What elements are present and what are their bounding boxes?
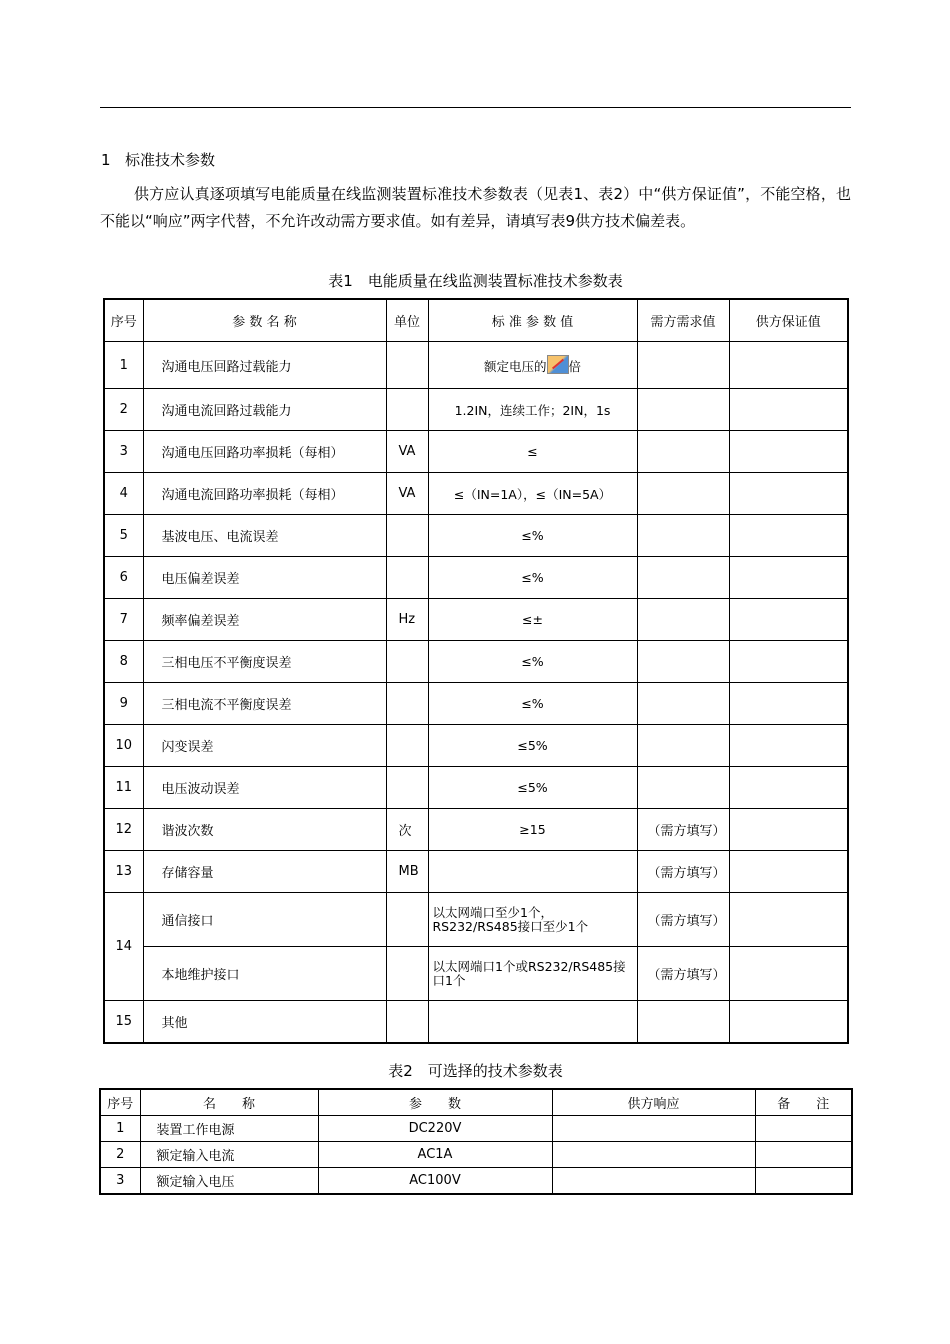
table-row (104, 893, 848, 947)
guarantee-input-cell[interactable] (729, 473, 848, 515)
guarantee-input-cell[interactable] (729, 342, 848, 389)
row-name: 沟通电流回路功率损耗（每相） (143, 473, 386, 515)
header-guar: 供方保证值 (729, 299, 848, 342)
row-std: 以太网端口1个或RS232/RS485接口1个 (428, 947, 637, 1001)
row-req: （需方填写） (637, 809, 729, 851)
guarantee-input-cell[interactable] (729, 599, 848, 641)
row-unit (386, 641, 428, 683)
header-idx: 序号 (100, 1089, 140, 1116)
header-rule (100, 107, 851, 108)
row-req (637, 342, 729, 389)
table-row (104, 1001, 848, 1044)
row-unit (386, 947, 428, 1001)
response-input-cell[interactable] (552, 1168, 755, 1195)
table-row (104, 851, 848, 893)
row-std: 1.2IN，连续工作；2IN，1s (428, 389, 637, 431)
row-req: （需方填写） (637, 851, 729, 893)
header-note: 备 注 (755, 1089, 852, 1116)
row-param: AC1A (318, 1142, 552, 1168)
table1-caption: 表1 电能质量在线监测装置标准技术参数表 (328, 272, 623, 290)
guarantee-input-cell[interactable] (729, 1001, 848, 1044)
row-std: ≤（IN=1A），≤（IN=5A） (428, 473, 637, 515)
table-row (104, 515, 848, 557)
standard-parameters-table (103, 298, 849, 1044)
table-row (100, 1168, 852, 1195)
row-name: 沟通电压回路功率损耗（每相） (143, 431, 386, 473)
row-unit: Hz (386, 599, 428, 641)
guarantee-input-cell[interactable] (729, 431, 848, 473)
row-idx: 1 (104, 342, 143, 389)
row-idx: 5 (104, 515, 143, 557)
instruction-paragraph: 供方应认真逐项填写电能质量在线监测装置标准技术参数表（见表1、表2）中“供方保证值”，不能空格，也不能以“响应”两字代替，不允许改动需方要求值。如有差异，请填写表9供方技术偏差表。 (100, 185, 851, 230)
guarantee-input-cell[interactable] (729, 725, 848, 767)
row-req (637, 515, 729, 557)
row-name: 电压波动误差 (143, 767, 386, 809)
guarantee-input-cell[interactable] (729, 947, 848, 1001)
table2-caption: 表2 可选择的技术参数表 (388, 1062, 563, 1080)
row-unit (386, 389, 428, 431)
table-row (104, 683, 848, 725)
row-idx: 3 (104, 431, 143, 473)
row-idx: 12 (104, 809, 143, 851)
row-std: ≤% (428, 641, 637, 683)
header-resp: 供方响应 (552, 1089, 755, 1116)
row-req (637, 683, 729, 725)
row-req (637, 557, 729, 599)
row-idx: 1 (100, 1116, 140, 1142)
table-row (104, 599, 848, 641)
row-unit (386, 342, 428, 389)
row-std: ≤5% (428, 725, 637, 767)
table-header-row (100, 1089, 852, 1116)
row-std: ≤% (428, 557, 637, 599)
guarantee-input-cell[interactable] (729, 851, 848, 893)
section-title: 标准技术参数 (125, 151, 216, 169)
row-std: ≥15 (428, 809, 637, 851)
row-name: 闪变误差 (143, 725, 386, 767)
table-row (104, 389, 848, 431)
row-req (637, 389, 729, 431)
row-std: ≤% (428, 683, 637, 725)
row-req (637, 599, 729, 641)
row-idx: 4 (104, 473, 143, 515)
note-input-cell[interactable] (755, 1168, 852, 1195)
table-row (104, 809, 848, 851)
row-name: 额定输入电压 (140, 1168, 318, 1195)
row-unit (386, 767, 428, 809)
note-input-cell[interactable] (755, 1142, 852, 1168)
guarantee-input-cell[interactable] (729, 389, 848, 431)
table-row (104, 947, 848, 1001)
row-idx: 9 (104, 683, 143, 725)
guarantee-input-cell[interactable] (729, 893, 848, 947)
table-header-row (104, 299, 848, 342)
row-std: ≤5% (428, 767, 637, 809)
table-row (100, 1116, 852, 1142)
row-req (637, 431, 729, 473)
row-unit (386, 893, 428, 947)
row-unit: VA (386, 431, 428, 473)
table-row (104, 557, 848, 599)
row-name: 额定输入电流 (140, 1142, 318, 1168)
section-heading (101, 150, 215, 170)
row-name: 装置工作电源 (140, 1116, 318, 1142)
row-idx: 3 (100, 1168, 140, 1195)
row-req (637, 725, 729, 767)
row-std: ≤ (428, 431, 637, 473)
row-unit (386, 557, 428, 599)
row-std (428, 1001, 637, 1044)
row-unit: VA (386, 473, 428, 515)
table-row (104, 767, 848, 809)
guarantee-input-cell[interactable] (729, 683, 848, 725)
row-unit (386, 1001, 428, 1044)
std-prefix: 额定电压的 (483, 359, 547, 374)
table-row (104, 431, 848, 473)
guarantee-input-cell[interactable] (729, 767, 848, 809)
row-req (637, 473, 729, 515)
table-row (104, 473, 848, 515)
guarantee-input-cell[interactable] (729, 641, 848, 683)
table-row (100, 1142, 852, 1168)
table-row (104, 725, 848, 767)
row-param: DC220V (318, 1116, 552, 1142)
row-name: 三相电压不平衡度误差 (143, 641, 386, 683)
row-idx: 6 (104, 557, 143, 599)
row-req (637, 1001, 729, 1044)
row-name: 频率偏差误差 (143, 599, 386, 641)
guarantee-input-cell[interactable] (729, 809, 848, 851)
row-req: （需方填写） (637, 893, 729, 947)
row-idx: 2 (104, 389, 143, 431)
row-unit: MB (386, 851, 428, 893)
row-idx: 7 (104, 599, 143, 641)
optional-parameters-table (99, 1088, 853, 1195)
section-number: 1 (101, 151, 111, 169)
table-row (104, 641, 848, 683)
row-req (637, 767, 729, 809)
row-std: ≤% (428, 515, 637, 557)
header-unit: 单位 (386, 299, 428, 342)
row-idx: 8 (104, 641, 143, 683)
header-name: 参 数 名 称 (143, 299, 386, 342)
row-name: 电压偏差误差 (143, 557, 386, 599)
header-req: 需方需求值 (637, 299, 729, 342)
row-idx: 10 (104, 725, 143, 767)
row-unit (386, 725, 428, 767)
row-req: （需方填写） (637, 947, 729, 1001)
row-name: 谐波次数 (143, 809, 386, 851)
row-idx: 11 (104, 767, 143, 809)
row-name: 三相电流不平衡度误差 (143, 683, 386, 725)
image-placeholder-icon (547, 355, 569, 374)
header-param: 参 数 (318, 1089, 552, 1116)
row-idx: 13 (104, 851, 143, 893)
row-name: 基波电压、电流误差 (143, 515, 386, 557)
row-name: 存储容量 (143, 851, 386, 893)
row-unit (386, 683, 428, 725)
guarantee-input-cell[interactable] (729, 515, 848, 557)
header-name: 名 称 (140, 1089, 318, 1116)
note-input-cell[interactable] (755, 1116, 852, 1142)
row-idx: 15 (104, 1001, 143, 1044)
row-std: 以太网端口至少1个，RS232/RS485接口至少1个 (428, 893, 637, 947)
header-std: 标 准 参 数 值 (428, 299, 637, 342)
row-name: 通信接口 (143, 893, 386, 947)
row-std (428, 851, 637, 893)
row-name: 沟通电压回路过载能力 (143, 342, 386, 389)
row-req (637, 641, 729, 683)
std-suffix: 倍 (568, 359, 582, 374)
guarantee-input-cell[interactable] (729, 557, 848, 599)
row-name: 其他 (143, 1001, 386, 1044)
row-name: 沟通电流回路过载能力 (143, 389, 386, 431)
table-row (104, 342, 848, 389)
row-unit (386, 515, 428, 557)
row-name: 本地维护接口 (143, 947, 386, 1001)
row-std: ≤± (428, 599, 637, 641)
response-input-cell[interactable] (552, 1142, 755, 1168)
row-idx: 14 (104, 893, 143, 1001)
response-input-cell[interactable] (552, 1116, 755, 1142)
row-unit: 次 (386, 809, 428, 851)
row-idx: 2 (100, 1142, 140, 1168)
row-param: AC100V (318, 1168, 552, 1195)
row-std (428, 342, 637, 389)
header-idx: 序号 (104, 299, 143, 342)
